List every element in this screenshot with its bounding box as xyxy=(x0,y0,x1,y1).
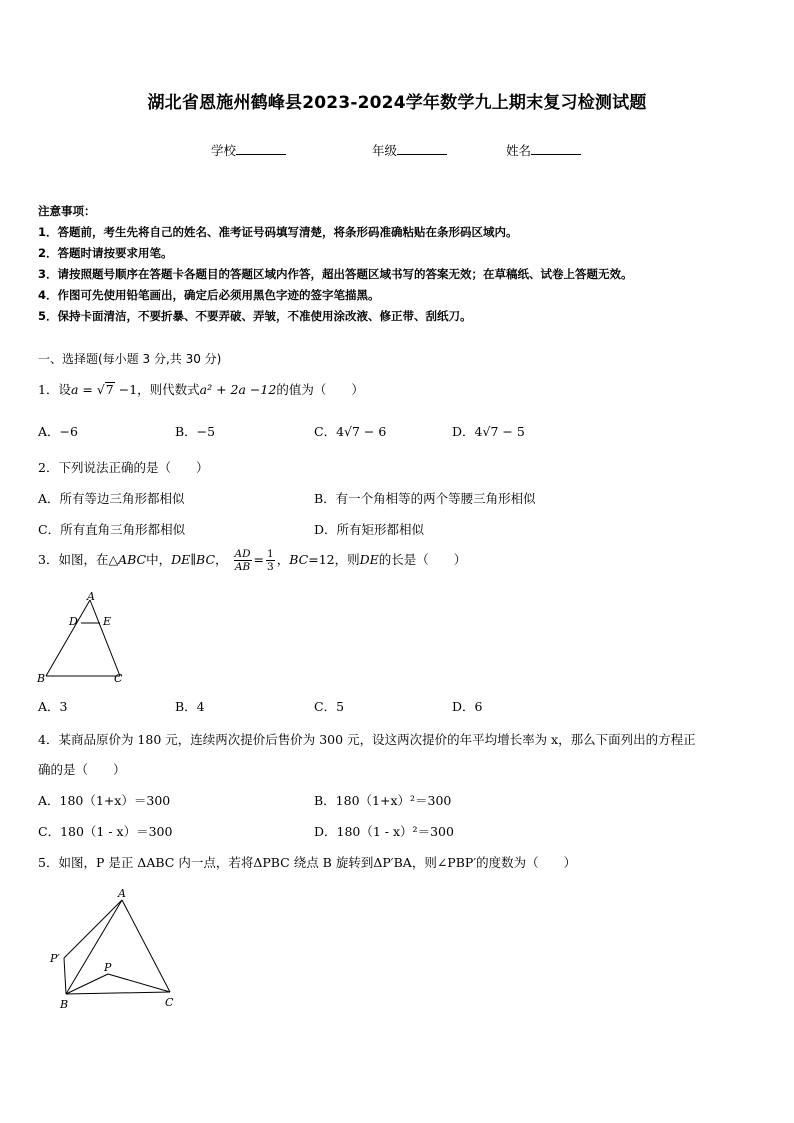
ratio-fraction: $\frac{AD}{AB}$ xyxy=(234,548,251,573)
q1-option-c[interactable]: C．4√7 − 6 xyxy=(314,424,387,439)
label-P: P xyxy=(104,961,112,974)
q3-option-d[interactable]: D．6 xyxy=(452,699,483,714)
grade-blank[interactable] xyxy=(397,142,447,155)
notes-heading: 注意事项： xyxy=(38,204,96,218)
grade-field[interactable] xyxy=(372,141,447,159)
q3-option-a[interactable]: A．3 xyxy=(38,699,68,714)
label-D: D xyxy=(69,615,78,628)
q4-option-a[interactable]: A．180（1+x）＝300 xyxy=(38,793,171,808)
q2-option-b[interactable]: B．有一个角相等的两个等腰三角形相似 xyxy=(314,491,536,506)
q2-option-d[interactable]: D．所有矩形都相似 xyxy=(314,522,425,537)
q5-triangle-figure xyxy=(44,882,194,1014)
q3-option-c[interactable]: C．5 xyxy=(314,699,345,714)
question-3-stem: 3．如图，在△ABC中，DE∥BC， $\frac{AD}{AB}$ = $\frac{1}{3}$ ，BC=12，则DE的长是（ ） xyxy=(38,548,467,573)
grade-label: 年级 xyxy=(372,143,398,158)
name-blank[interactable] xyxy=(531,142,581,155)
q4-option-c[interactable]: C．180（1 - x）＝300 xyxy=(38,824,173,839)
exam-title: 湖北省恩施州鹤峰县2023-2024学年数学九上期末复习检测试题 xyxy=(147,93,647,113)
label-P-prime: P′ xyxy=(50,952,60,965)
q4-option-b[interactable]: B．180（1+x）²＝300 xyxy=(314,793,452,808)
note-item: 1．答题前，考生先将自己的姓名、准考证号码填写清楚，将条形码准确粘贴在条形码区域内。 xyxy=(38,225,518,239)
question-4-stem-line2: 确的是（ ） xyxy=(38,762,126,777)
section-heading: 一、选择题(每小题 3 分,共 30 分) xyxy=(38,352,222,366)
label-B: B xyxy=(37,672,46,685)
school-label: 学校 xyxy=(211,143,237,158)
q2-option-c[interactable]: C．所有直角三角形都相似 xyxy=(38,522,186,537)
school-field[interactable] xyxy=(211,141,286,159)
q1-option-d[interactable]: D．4√7 − 5 xyxy=(452,424,525,439)
note-item: 5．保持卡面清洁，不要折暴、不要弄破、弄皱，不准使用涂改液、修正带、刮纸刀。 xyxy=(38,309,472,323)
question-4-stem-line1: 4．某商品原价为 180 元，连续两次提价后售价为 300 元，设这两次提价的年平均增长率为 x，那么下面列出的方程正 xyxy=(38,732,696,747)
question-2-stem: 2．下列说法正确的是（ ） xyxy=(38,460,209,475)
note-item: 4．作图可先使用铅笔画出，确定后必须用黑色字迹的签字笔描黑。 xyxy=(38,288,380,302)
label-E: E xyxy=(103,615,112,628)
label-A: A xyxy=(118,887,126,900)
label-C: C xyxy=(114,672,123,685)
question-1-stem: 1．设a = √7 −1，则代数式a² + 2a −12的值为（ ） xyxy=(38,382,364,397)
one-third-fraction: $\frac{1}{3}$ xyxy=(267,548,274,573)
label-C: C xyxy=(165,996,174,1009)
name-label: 姓名 xyxy=(506,143,532,158)
q3-option-b[interactable]: B．4 xyxy=(175,699,205,714)
school-blank[interactable] xyxy=(236,142,286,155)
name-field[interactable] xyxy=(506,141,581,159)
note-item: 2．答题时请按要求用笔。 xyxy=(38,246,173,260)
label-B: B xyxy=(60,998,69,1011)
question-5-stem: 5．如图，P 是正 ΔABC 内一点，若将ΔPBC 绕点 B 旋转到ΔP′BA，则∠PBP′的度数为（ ） xyxy=(38,855,577,870)
q1-option-b[interactable]: B．−5 xyxy=(175,424,216,439)
label-A: A xyxy=(87,590,95,603)
q1-option-a[interactable]: A．−6 xyxy=(38,424,78,439)
q4-option-d[interactable]: D．180（1 - x）²＝300 xyxy=(314,824,454,839)
q2-option-a[interactable]: A．所有等边三角形都相似 xyxy=(38,491,185,506)
note-item: 3．请按照题号顺序在答题卡各题目的答题区域内作答，超出答题区域书写的答案无效；在草稿纸、试卷上答题无效。 xyxy=(38,267,633,281)
q3-triangle-figure xyxy=(34,590,134,686)
